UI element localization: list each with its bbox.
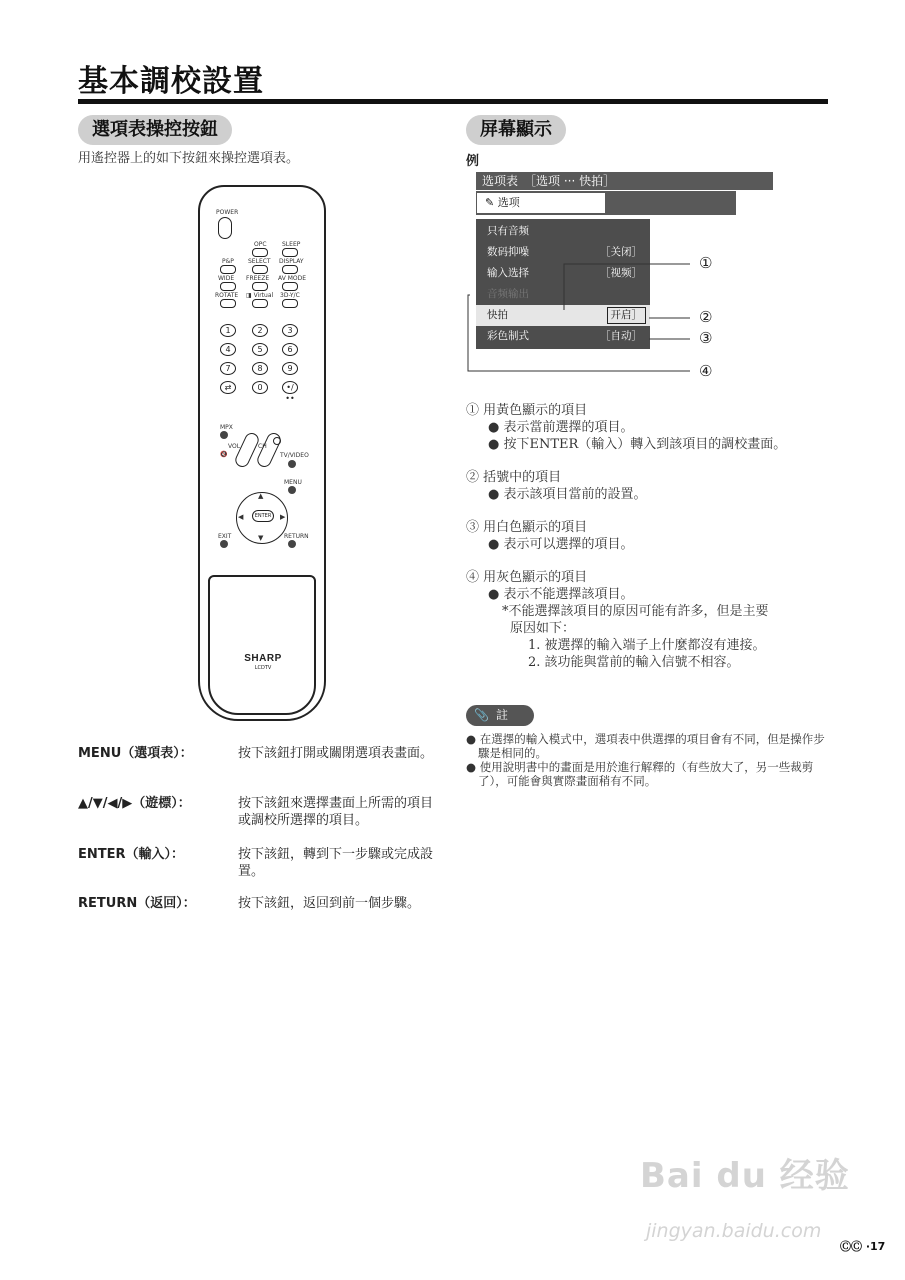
explanation-title: 用白色顯示的項目: [483, 520, 588, 535]
remote-label-pp: P&P: [222, 258, 234, 265]
right-arrow-icon: ▶: [280, 513, 286, 521]
dot-button: •/••: [282, 381, 298, 394]
volume-rocker: [233, 431, 261, 470]
osd-item-value: 开启］: [607, 307, 647, 324]
note-text: 在選擇的輸入模式中，選項表中供選擇的項目會有不同，但是操作步驟是相同的。: [478, 732, 825, 760]
osd-top-bar: 选项表 ［选项 ··· 快拍］: [476, 172, 773, 190]
ch-aux-button: [273, 437, 281, 445]
remote-label-select: SELECT: [248, 258, 271, 265]
explanation-num: ④: [466, 570, 480, 585]
button-desc-label: RETURN（返回）：: [78, 896, 196, 911]
note-item: ● 在選擇的輸入模式中，選項表中供選擇的項目會有不同，但是操作步驟是相同的。: [466, 732, 825, 760]
paperclip-icon: 📎: [474, 708, 489, 722]
explanation-line: 按下ENTER（輸入）轉入到該項目的調校畫面。: [503, 437, 787, 452]
explanation-2: ② 括號中的項目 ● 表示該項目當前的設置。: [466, 470, 647, 502]
remote-label-opc: OPC: [254, 241, 267, 248]
select-button: [252, 265, 268, 274]
remote-label-vol: VOL: [228, 443, 241, 450]
button-desc-return: [78, 895, 448, 935]
wide-button: [220, 282, 236, 291]
explanation-3: ③ 用白色顯示的項目 ● 表示可以選擇的項目。: [466, 520, 634, 552]
number-button-7: 7: [220, 362, 236, 375]
rotate-button: [220, 299, 236, 308]
explanation-line: 表示該項目當前的設置。: [503, 487, 647, 502]
remote-control-illustration: [198, 185, 326, 721]
number-button-0: 0: [252, 381, 268, 394]
number-button-6: 6: [282, 343, 298, 356]
explanation-extra: 1. 被選擇的輸入端子上什麼都沒有連接。: [528, 638, 766, 653]
explanation-title: 用灰色顯示的項目: [483, 570, 588, 585]
return-button: [288, 540, 296, 548]
remote-label-avmode: AV MODE: [278, 275, 307, 282]
section-heading-menu-buttons: 選項表操控按鈕: [78, 115, 232, 145]
button-desc-label: ENTER（輸入）：: [78, 847, 185, 862]
explanation-4: ④ 用灰色顯示的項目 ● 表示不能選擇該項目。 *不能選擇該項目的原因可能有許多，但是主要 原因如下： 1. 被選擇的輸入端子上什麼都沒有連接。 2. 該功能與當前的輸入信號不相容。: [466, 569, 836, 671]
note-label: 註: [496, 708, 509, 722]
tvvideo-button: [288, 460, 296, 468]
button-desc-text: 按下該鈕來選擇畫面上所需的項目或調校所選擇的項目。: [238, 796, 434, 828]
exit-button: [220, 540, 228, 548]
button-desc-label: ▲/▼/◀/▶（遊標）：: [78, 796, 191, 811]
explanation-title: 用黃色顯示的項目: [483, 403, 588, 418]
number-button-2: 2: [252, 324, 268, 337]
number-button-5: 5: [252, 343, 268, 356]
explanation-line: 表示可以選擇的項目。: [503, 537, 634, 552]
callout-2: ②: [699, 308, 713, 326]
osd-selected-tab-label: 选项: [497, 196, 520, 209]
explanation-num: ①: [466, 403, 480, 418]
explanation-extra: 原因如下：: [510, 621, 576, 636]
osd-item-name: 音频输出: [487, 288, 529, 300]
number-button-8: 8: [252, 362, 268, 375]
opc-button: [252, 248, 268, 257]
osd-item-value: ［视频］: [600, 267, 642, 279]
osd-item-name: 输入选择: [487, 267, 529, 279]
number-button-1: 1: [220, 324, 236, 337]
explanation-line: 表示當前選擇的項目。: [503, 420, 634, 435]
number-button-9: 9: [282, 362, 298, 375]
sleep-button: [282, 248, 298, 257]
notes-list: [466, 732, 832, 788]
freeze-button: [252, 282, 268, 291]
power-label: POWER: [216, 209, 239, 216]
pp-button: [220, 265, 236, 274]
osd-item-value: ［关闭］: [600, 246, 642, 258]
remote-label-rotate: ROTATE: [215, 292, 239, 299]
up-arrow-icon: ▲: [258, 492, 264, 500]
remote-label-tvvideo: TV/VIDEO: [280, 452, 309, 459]
number-button-4: 4: [220, 343, 236, 356]
button-desc-text: 按下該鈕，返回到前一個步驟。: [238, 896, 421, 911]
baidu-watermark: Bai du 经验: [640, 1156, 850, 1196]
osd-item-name: 数码抑噪: [487, 246, 529, 258]
explanation-title: 括號中的項目: [483, 470, 562, 485]
osd-tab-row: [476, 191, 736, 215]
sharp-logo: SHARP: [244, 653, 282, 664]
callout-1: ①: [699, 254, 713, 272]
remote-label-sleep: SLEEP: [282, 241, 301, 248]
explanation-num: ②: [466, 470, 480, 485]
example-label: 例: [466, 154, 480, 169]
baidu-watermark-url: jingyan.baidu.com: [646, 1220, 822, 1242]
power-button: [218, 217, 232, 239]
osd-item-name: 只有音频: [487, 225, 529, 237]
remote-label-freeze: FREEZE: [246, 275, 270, 282]
display-button: [282, 265, 298, 274]
title-rule: [78, 99, 828, 104]
remote-label-virtual: ◨ Virtual: [246, 292, 274, 299]
flashback-button: ⇄: [220, 381, 236, 394]
remote-label-return: RETURN: [284, 533, 309, 540]
button-desc-label: MENU（選項表）：: [78, 746, 193, 761]
remote-label-wide: WIDE: [218, 275, 235, 282]
menu-button: [288, 486, 296, 494]
remote-label-exit: EXIT: [218, 533, 232, 540]
down-arrow-icon: ▼: [258, 534, 264, 542]
note-text: 使用說明書中的畫面是用於進行解釋的（有些放大了，另一些裁剪了），可能會與實際畫面稍有不同。: [478, 760, 814, 788]
explanation-1: ① 用黃色顯示的項目 ● 表示當前選擇的項目。 ● 按下ENTER（輸入）轉入到該項目的調校畫面。: [466, 403, 787, 452]
button-desc-menu: [78, 745, 448, 785]
explanation-extra: *不能選擇該項目的原因可能有許多，但是主要: [502, 604, 769, 619]
virtual-button: [252, 299, 268, 308]
remote-label-menu: MENU: [284, 479, 302, 486]
button-desc-text: 按下該鈕打開或關閉選項表畫面。: [238, 746, 434, 761]
left-arrow-icon: ◀: [238, 513, 244, 521]
osd-item-name: 快拍: [487, 309, 508, 321]
note-item: ● 使用說明書中的畫面是用於進行解釋的（有些放大了，另一些裁剪了），可能會與實際畫面稍有不同。: [466, 760, 814, 788]
remote-label-ch: CH: [258, 443, 267, 450]
page-number: ⒸⒸ ·17: [840, 1240, 886, 1253]
button-desc-cursor: [78, 795, 448, 835]
number-button-3: 3: [282, 324, 298, 337]
button-desc-enter: [78, 846, 448, 886]
callout-4: ④: [699, 362, 713, 380]
explanation-line: 表示不能選擇該項目。: [503, 587, 634, 602]
osd-item-name: 彩色制式: [487, 330, 529, 342]
section-heading-screen-display: 屏幕顯示: [466, 115, 566, 145]
mpx-button: [220, 431, 228, 439]
callout-3: ③: [699, 329, 713, 347]
remote-lower-cover: [208, 575, 316, 715]
osd-selected-tab: [477, 193, 605, 213]
enter-button: ENTER: [252, 510, 274, 522]
explanation-num: ③: [466, 520, 480, 535]
3dyc-button: [282, 299, 298, 308]
remote-label-mpx: MPX: [220, 424, 233, 431]
explanation-extra: 2. 該功能與當前的輸入信號不相容。: [528, 655, 740, 670]
remote-label-3dyc: 3D-Y/C: [280, 292, 300, 299]
callout-lines: [460, 250, 700, 380]
lcdtv-label: LCDTV: [254, 665, 272, 671]
pencil-icon: ✎: [485, 196, 495, 209]
page-title: 基本調校設置: [78, 64, 264, 99]
mute-icon: 🔇: [220, 451, 228, 458]
avmode-button: [282, 282, 298, 291]
remote-label-display: DISPLAY: [279, 258, 304, 265]
note-badge: [466, 705, 534, 726]
osd-item-value: ［自动］: [600, 330, 642, 342]
button-desc-text: 按下該鈕，轉到下一步驟或完成設置。: [238, 847, 434, 879]
osd-menu-item: [476, 221, 650, 242]
intro-text: 用遙控器上的如下按鈕來操控選項表。: [78, 151, 300, 166]
